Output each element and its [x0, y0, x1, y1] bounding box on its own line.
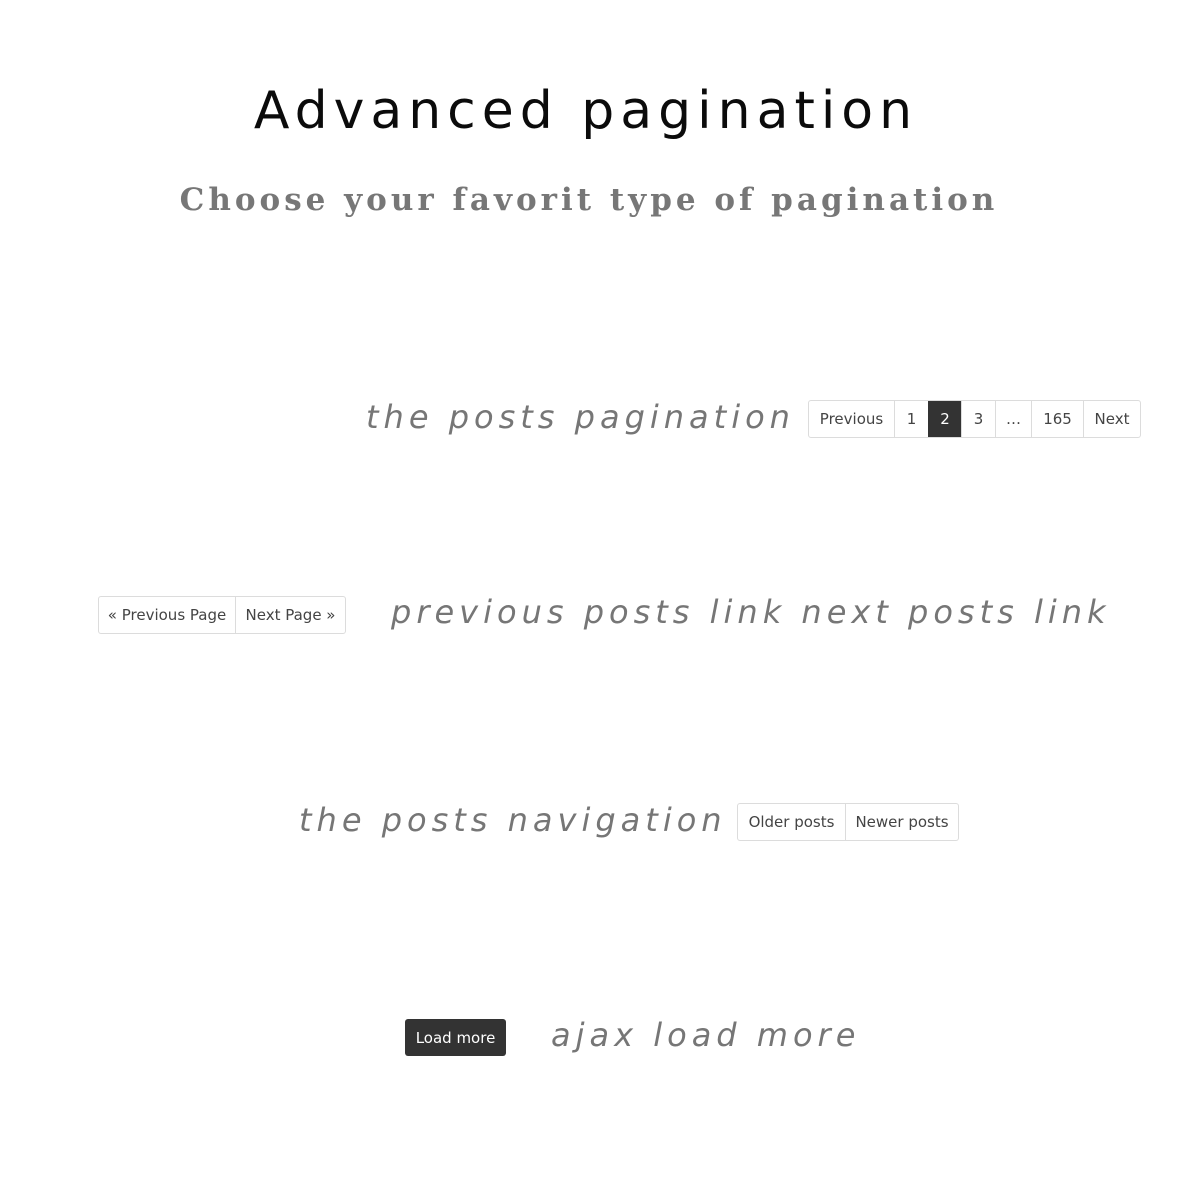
pagination-previous-link[interactable]: Previous: [819, 410, 884, 428]
pagination-next-link[interactable]: Next: [1083, 401, 1140, 437]
page-subtitle: Choose your favorit type of pagination: [179, 182, 999, 218]
pagination-ellipsis: …: [995, 401, 1031, 437]
load-more-button[interactable]: Load more: [405, 1019, 506, 1056]
pagination-page-3[interactable]: 3: [961, 401, 995, 437]
prev-next-links-label: previous posts link next posts link: [391, 593, 1111, 631]
ajax-load-more-label: ajax load more: [551, 1016, 861, 1054]
newer-posts-link[interactable]: Newer posts: [845, 804, 958, 840]
pagination-page-1[interactable]: 1: [894, 401, 928, 437]
older-posts-link[interactable]: Older posts: [748, 813, 835, 831]
next-page-link[interactable]: Next Page »: [235, 597, 345, 633]
page-title: Advanced pagination: [253, 81, 919, 141]
posts-pagination-label: the posts pagination: [366, 398, 795, 436]
pagination-current-page: 2: [928, 401, 961, 437]
pagination-page-165[interactable]: 165: [1031, 401, 1083, 437]
previous-page-link[interactable]: « Previous Page: [107, 606, 227, 624]
posts-pagination: [808, 400, 1141, 438]
posts-navigation-label: the posts navigation: [299, 801, 727, 839]
posts-navigation: [737, 803, 959, 841]
prev-next-posts-links: [98, 596, 346, 634]
